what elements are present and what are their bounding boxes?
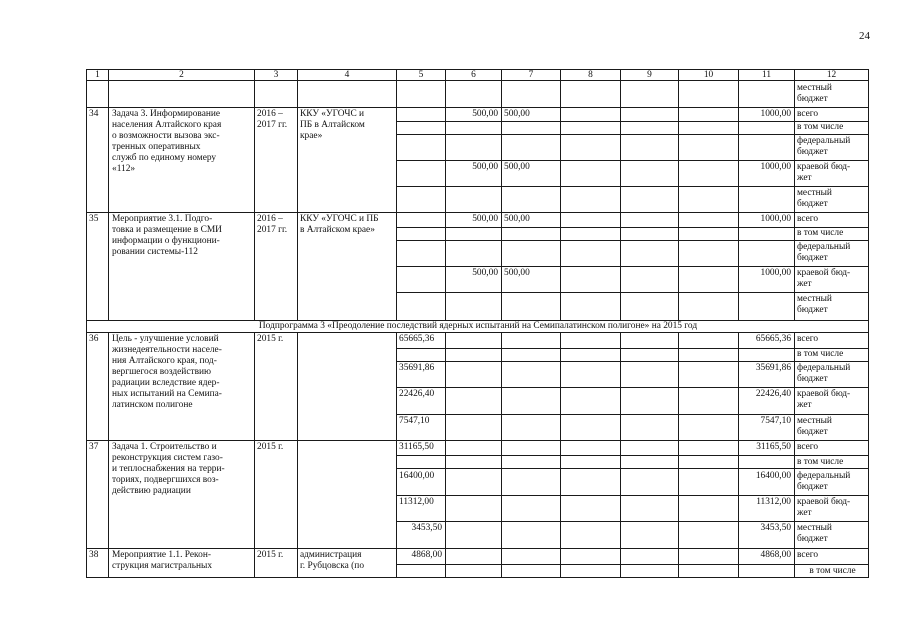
row-description: Задача 1. Строительство и реконструкция систем газо- и теплоснабжения на терри- ториях, подвергшихся воз- действию радиации [112, 442, 225, 496]
column-header: 8 [588, 70, 593, 80]
cell-value: 35691,86 [755, 363, 791, 373]
column-header: 1 [95, 70, 100, 80]
grid-line [396, 564, 869, 565]
grid-line [396, 266, 869, 267]
cell-value: 500,00 [504, 268, 530, 278]
funding-label: в том числе [797, 349, 844, 359]
grid-line [86, 107, 869, 108]
grid-line [794, 69, 795, 321]
cell-value: 1000,00 [760, 268, 791, 278]
cell-value: 3453,50 [411, 523, 442, 533]
grid-line [620, 332, 621, 578]
column-header: 4 [344, 70, 350, 80]
funding-label: всего [797, 442, 819, 452]
cell-value: 11312,00 [756, 497, 791, 507]
grid-line [678, 69, 679, 321]
grid-line [86, 332, 869, 333]
grid-line [396, 186, 869, 187]
row-number: 34 [89, 109, 99, 119]
grid-line [396, 361, 869, 362]
grid-line [738, 69, 739, 321]
cell-value: 22426,40 [755, 389, 791, 399]
row-number: 35 [89, 214, 99, 224]
grid-line [560, 332, 561, 578]
funding-label: федеральный бюджет [797, 242, 851, 263]
row-number: 38 [89, 550, 99, 560]
cell-value: 4868,00 [760, 550, 791, 560]
grid-line [297, 332, 298, 578]
column-header: 6 [471, 70, 476, 80]
grid-line [396, 240, 869, 241]
funding-label: местный бюджет [797, 523, 832, 544]
row-description: Мероприятие 1.1. Рекон- струкция магистральных [112, 550, 213, 571]
funding-label: краевой бюд- жет [797, 162, 851, 183]
row-number: 36 [89, 334, 99, 344]
grid-line [396, 455, 869, 456]
column-header: 12 [826, 70, 837, 80]
cell-value: 1000,00 [760, 162, 791, 172]
cell-value: 35691,86 [399, 363, 435, 373]
funding-label: федеральный бюджет [797, 136, 851, 157]
grid-line [86, 212, 869, 213]
funding-label: всего [797, 214, 819, 224]
cell-value: 500,00 [472, 214, 498, 224]
row-period: 2016 – 2017 гг. [257, 109, 288, 130]
grid-line [297, 69, 298, 321]
funding-label: всего [797, 334, 819, 344]
funding-label: местный бюджет [797, 83, 832, 104]
grid-line [501, 69, 502, 321]
cell-value: 22426,40 [399, 389, 435, 399]
cell-value: 7547,10 [760, 416, 791, 426]
grid-line [501, 332, 502, 578]
page-number: 24 [859, 30, 870, 42]
grid-line [560, 69, 561, 321]
grid-line [86, 69, 87, 578]
funding-label: местный бюджет [797, 416, 832, 437]
grid-line [445, 69, 446, 321]
cell-value: 31165,50 [756, 442, 791, 452]
grid-line [396, 387, 869, 388]
grid-line [396, 160, 869, 161]
funding-label: в том числе [797, 122, 844, 132]
cell-value: 500,00 [504, 214, 530, 224]
grid-line [396, 69, 397, 321]
column-header: 9 [647, 70, 652, 80]
funding-label: всего [797, 550, 819, 560]
funding-label: в том числе [809, 566, 856, 576]
grid-line [678, 332, 679, 578]
grid-line [396, 134, 869, 135]
grid-line [86, 577, 869, 578]
cell-value: 16400,00 [755, 471, 791, 481]
grid-line [86, 440, 869, 441]
cell-value: 1000,00 [760, 109, 791, 119]
grid-line [254, 69, 255, 321]
grid-line [396, 495, 869, 496]
cell-value: 11312,00 [399, 497, 434, 507]
grid-line [445, 332, 446, 578]
column-header: 5 [418, 70, 424, 80]
grid-line [396, 332, 397, 578]
funding-label: федеральный бюджет [797, 471, 851, 492]
funding-label: краевой бюд- жет [797, 389, 851, 410]
funding-label: всего [797, 109, 819, 119]
funding-label: федеральный бюджет [797, 363, 851, 384]
cell-value: 4868,00 [411, 550, 442, 560]
funding-label: местный бюджет [797, 188, 832, 209]
row-executor: администрация г. Рубцовска (по [300, 550, 365, 571]
grid-line [396, 414, 869, 415]
funding-label: местный бюджет [797, 294, 832, 315]
cell-value: 500,00 [472, 268, 498, 278]
cell-value: 500,00 [504, 162, 530, 172]
row-executor: ККУ «УГОЧС и ПБ в Алтайском крае» [300, 214, 379, 235]
cell-value: 500,00 [472, 162, 498, 172]
row-number: 37 [89, 442, 99, 452]
row-period: 2015 г. [257, 334, 284, 344]
cell-value: 65665,36 [755, 334, 791, 344]
grid-line [86, 548, 869, 549]
grid-line [396, 292, 869, 293]
grid-line [396, 468, 869, 469]
column-header: 3 [273, 70, 279, 80]
cell-value: 500,00 [472, 109, 498, 119]
cell-value: 3453,50 [760, 523, 791, 533]
section-title: Подпрограмма 3 «Преодоление последствий ядерных испытаний на Семипалатинском полигоне» на 2015 год [258, 321, 698, 331]
funding-label: в том числе [797, 228, 844, 238]
row-period: 2015 г. [257, 442, 284, 452]
funding-label: краевой бюд- жет [797, 497, 851, 518]
column-header: 10 [703, 70, 714, 80]
grid-line [108, 69, 109, 321]
column-header: 2 [179, 70, 184, 80]
column-header: 7 [528, 70, 534, 80]
row-description: Мероприятие 3.1. Подго- товка и размещение в СМИ информации о функциони- ровании системы-112 [112, 214, 222, 257]
cell-value: 7547,10 [399, 416, 430, 426]
row-period: 2015 г. [257, 550, 284, 560]
grid-line [868, 69, 869, 578]
cell-value: 1000,00 [760, 214, 791, 224]
cell-value: 65665,36 [399, 334, 435, 344]
grid-line [620, 69, 621, 321]
grid-line [108, 332, 109, 578]
grid-line [794, 332, 795, 578]
row-description: Задача 3. Информирование населения Алтайского края о возможности вызова экс- тренных оперативных служб по единому номеру «112» [112, 109, 222, 174]
cell-value: 16400,00 [399, 471, 435, 481]
row-period: 2016 – 2017 гг. [257, 214, 288, 235]
grid-line [396, 521, 869, 522]
grid-line [254, 332, 255, 578]
row-description: Цель - улучшение условий жизнедеятельности населе- ния Алтайского края, под- вергшегося воздействию радиации вследствие ядер- ных испытаний на Семипа- латинском полигоне [112, 334, 222, 410]
funding-label: краевой бюд- жет [797, 268, 851, 289]
funding-label: в том числе [797, 457, 844, 467]
cell-value: 500,00 [504, 109, 530, 119]
column-header: 11 [761, 70, 772, 80]
cell-value: 31165,50 [399, 442, 434, 452]
row-executor: ККУ «УГОЧС и ПБ в Алтайском крае» [300, 109, 365, 141]
